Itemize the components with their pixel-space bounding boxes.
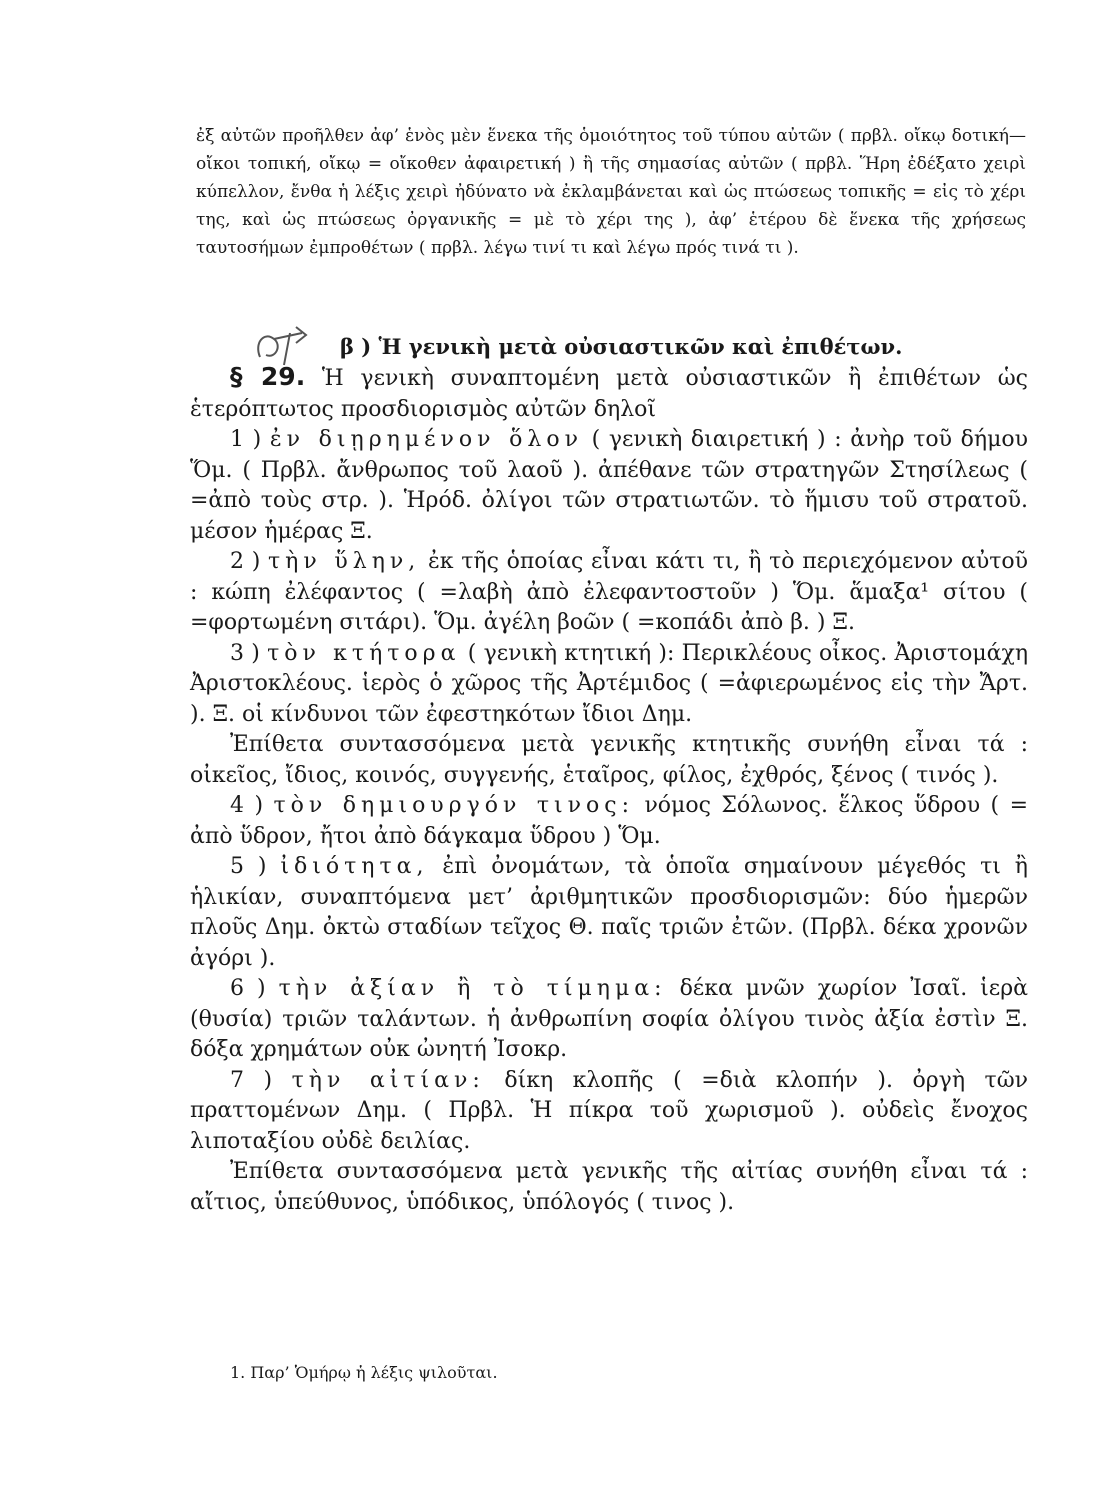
- item-text: νόμος Σόλωνος. ἕλκος ὕδρου ( = ἀπὸ ὕδρον, ἤτοι ἀπὸ δάγκαμα ὕδρου ) Ὅμ.: [190, 793, 1028, 849]
- item-text: ἐκ τῆς ὁποίας εἶναι κάτι τι, ἢ τὸ περιεχόμενον αὐτοῦ : κώπη ἐλέφαντος ( =λαβὴ ἀπὸ ἐλεφαντοστοῦν ) Ὅμ. ἅμαξα¹ σίτου ( =φορτωμένη σιτάρι). Ὅμ. ἀγέλη βοῶν ( =κοπάδι ἀπὸ β. ) Ξ.: [190, 549, 1028, 635]
- item-text: Ἐπίθετα συντασσόμενα μετὰ γενικῆς κτητικῆς συνήθη εἶναι τά : οἰκεῖος, ἴδιος, κοινός, συγγενής, ἑταῖρος, φίλος, ἐχθρός, ξένος ( τινός ).: [190, 732, 1028, 788]
- item-text: ἐπὶ ὀνομάτων, τὰ ὁποῖα σημαίνουν μέγεθός τι ἢ ἡλικίαν, συναπτόμενα μετ’ ἀριθμητικῶν προσδιορισμῶν: δύο ἡμερῶν πλοῦς Δημ. ὀκτὼ σταδίων τεῖχος Θ. παῖς τριῶν ἐτῶν. (Πρβλ. δέκα χρονῶν ἀγόρι ).: [190, 854, 1028, 971]
- item-text: ( γενικὴ διαιρετική ) : ἀνὴρ τοῦ δήμου Ὅμ. ( Πρβλ. ἄνθρωπος τοῦ λαοῦ ). ἀπέθανε τῶν στρατηγῶν Στησίλεως ( =ἀπὸ τοὺς στρ. ). Ἡρόδ. ὀλίγοι τῶν στρατιωτῶν. τὸ ἥμισυ τοῦ στρατοῦ. μέσον ἡμέρας Ξ.: [190, 427, 1028, 544]
- item-heading: τὴν αἰτίαν:: [291, 1067, 485, 1093]
- item-text: δίκη κλοπῆς ( =διὰ κλοπήν ). ὀργὴ τῶν πραττομένων Δημ. ( Πρβλ. Ἡ πίκρα τοῦ χωρισμοῦ ). οὐδεὶς ἔνοχος λιποταξίου οὐδὲ δειλίας.: [190, 1067, 1029, 1154]
- list-item: [190, 730, 1028, 791]
- item-heading: τὴν ὕλην,: [267, 549, 421, 574]
- item-heading: ἰδιότητα,: [280, 854, 429, 879]
- item-heading: τὸν κτήτορα: [267, 640, 461, 666]
- item-number: 4 ): [230, 793, 264, 818]
- item-text: Ἐπίθετα συντασσόμενα μετὰ γενικῆς τῆς αἰτίας συνήθη εἶναι τά : αἴτιος, ὑπεύθυνος, ὑπόδικος, ὑπόλογός ( τινος ).: [190, 1159, 1028, 1215]
- item-number: 7 ): [230, 1067, 273, 1093]
- item-text: δέκα μνῶν χωρίον Ἰσαῖ. ἱερὰ (θυσία) τριῶν ταλάντων. ἡ ἀνθρωπίνη σοφία ὀλίγου τινὸς ἀξία ἐστὶν Ξ. δόξα χρημάτων οὐκ ὠνητή Ἰσοκρ.: [190, 976, 1028, 1062]
- item-heading: τὴν ἀξίαν ἢ τὸ τίμημα:: [278, 976, 667, 1001]
- list-item: [190, 547, 1028, 639]
- item-number: 3 ): [230, 640, 260, 666]
- item-number: 6 ): [230, 976, 266, 1001]
- item-heading: τὸν δημιουργόν τινος:: [273, 793, 634, 818]
- section-body: [190, 362, 1028, 1218]
- item-heading: ἐν διῃρημένον ὅλον: [269, 427, 583, 452]
- list-item: [190, 791, 1028, 852]
- section-intro-text: Ἡ γενικὴ συναπτομένη μετὰ οὐσιαστικῶν ἢ ἐπιθέτων ὡς ἑτερόπτωτος προσδιορισμὸς αὐτῶν δηλοῖ: [190, 366, 1028, 422]
- list-item: [190, 425, 1028, 547]
- list-item: [190, 852, 1028, 974]
- item-text: ( γενικὴ κτητική ): Περικλέους οἶκος. Ἀριστομάχη Ἀριστοκλέους. ἱερὸς ὁ χῶρος τῆς Ἀρτέμιδος ( =ἀφιερωμένος εἰς τὴν Ἄρτ. ). Ξ. οἱ κίνδυνοι τῶν ἐφεστηκότων ἴδιοι Δημ.: [190, 640, 1029, 727]
- intro-paragraph: [196, 122, 1026, 262]
- list-item: [190, 639, 1028, 731]
- footnote: 1. Παρ’ Ὁμήρῳ ἡ λέξις ψιλοῦται.: [230, 1363, 498, 1382]
- section-number: § 29.: [230, 362, 306, 391]
- list-item: [190, 974, 1028, 1066]
- item-number: 2 ): [230, 549, 261, 574]
- handwritten-mark-icon: [252, 313, 312, 369]
- list-item: [190, 1157, 1028, 1218]
- subheading: β ) Ἡ γενικὴ μετὰ οὐσιαστικῶν καὶ ἐπιθέτων.: [340, 334, 903, 359]
- item-number: 1 ): [230, 427, 262, 452]
- item-number: 5 ): [230, 854, 267, 879]
- intro-text: ἐξ αὐτῶν προῆλθεν ἀφ’ ἑνὸς μὲν ἕνεκα τῆς ὁμοιότητος τοῦ τύπου αὐτῶν ( πρβλ. οἴκῳ δοτική—οἴκοι τοπική, οἴκῳ = οἴκοθεν ἀφαιρετική ) ἢ τῆς σημασίας αὐτῶν ( πρβλ. Ἥρη ἐδέξατο χειρὶ κύπελλον, ἔνθα ἡ λέξις χειρὶ ἠδύνατο νὰ ἐκλαμβάνεται καὶ ὡς πτώσεως τοπικῆς = εἰς τὸ χέρι της, καὶ ὡς πτώσεως ὀργανικῆς = μὲ τὸ χέρι της ), ἀφ’ ἑτέρου δὲ ἕνεκα τῆς χρήσεως ταυτοσήμων ἐμπροθέτων ( πρβλ. λέγω τινί τι καὶ λέγω πρός τινά τι ).: [196, 126, 1026, 258]
- section-intro: [190, 362, 1028, 425]
- list-item: [190, 1066, 1028, 1158]
